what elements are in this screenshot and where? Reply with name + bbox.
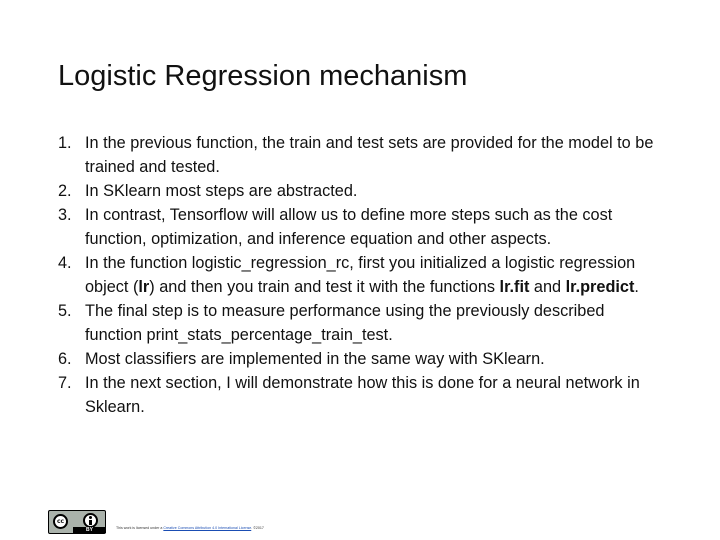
text-run: ) and then you train and test it with the functions — [149, 278, 500, 296]
list-item-text — [85, 131, 658, 179]
list-item-text — [85, 347, 658, 371]
list-item — [58, 347, 658, 371]
cc-icon: cc — [53, 514, 68, 529]
list-item-number: 7. — [58, 374, 72, 392]
text-run: Most classifiers are implemented in the same way with SKlearn. — [85, 350, 545, 368]
list-item-text — [85, 179, 658, 203]
text-run: In the function logistic_regression_rc, first you initialized a logistic regression object ( — [85, 254, 636, 296]
cc-by-badge-icon[interactable] — [48, 510, 106, 534]
text-run: The final step is to measure performance using the previously described function print_stats_percentage_train_test. — [85, 302, 605, 344]
list-item-number: 3. — [58, 206, 72, 224]
license-prefix: This work is licensed under a — [116, 526, 164, 530]
license-link[interactable]: Creative Commons Attribution 4.0 International License — [163, 526, 252, 530]
list-item-number: 6. — [58, 350, 72, 368]
list-item-number: 4. — [58, 254, 72, 272]
attribution-person-icon — [83, 513, 98, 528]
text-run: and — [529, 278, 566, 296]
license-footer — [48, 510, 264, 534]
license-suffix: . ©2017 — [251, 526, 264, 530]
text-run: In the previous function, the train and test sets are provided for the model to be trained and tested. — [85, 134, 654, 176]
bold-code-term: lr — [138, 278, 150, 296]
list-item-number: 2. — [58, 182, 72, 200]
text-run: . — [634, 278, 639, 296]
license-text — [116, 526, 264, 530]
slide-title: Logistic Regression mechanism — [58, 60, 468, 92]
list-item-text — [85, 299, 658, 347]
list-item-text — [85, 251, 658, 299]
list-item — [58, 179, 658, 203]
list-item-text — [85, 203, 658, 251]
list-item-text — [85, 371, 658, 419]
bold-code-term: lr.fit — [499, 278, 530, 296]
bold-code-term: lr.predict — [565, 278, 635, 296]
list-item-number: 1. — [58, 134, 72, 152]
list-item — [58, 131, 658, 179]
text-run: In SKlearn most steps are abstracted. — [85, 182, 358, 200]
list-item — [58, 251, 658, 299]
by-label: BY — [73, 527, 106, 533]
list-item — [58, 203, 658, 251]
list-item — [58, 371, 658, 419]
list-item — [58, 299, 658, 347]
text-run: In contrast, Tensorflow will allow us to define more steps such as the cost function, optimization, and inference equation and other aspects. — [85, 206, 613, 248]
list-item-number: 5. — [58, 302, 72, 320]
numbered-list — [58, 131, 658, 419]
text-run: In the next section, I will demonstrate how this is done for a neural network in Sklearn. — [85, 374, 640, 416]
